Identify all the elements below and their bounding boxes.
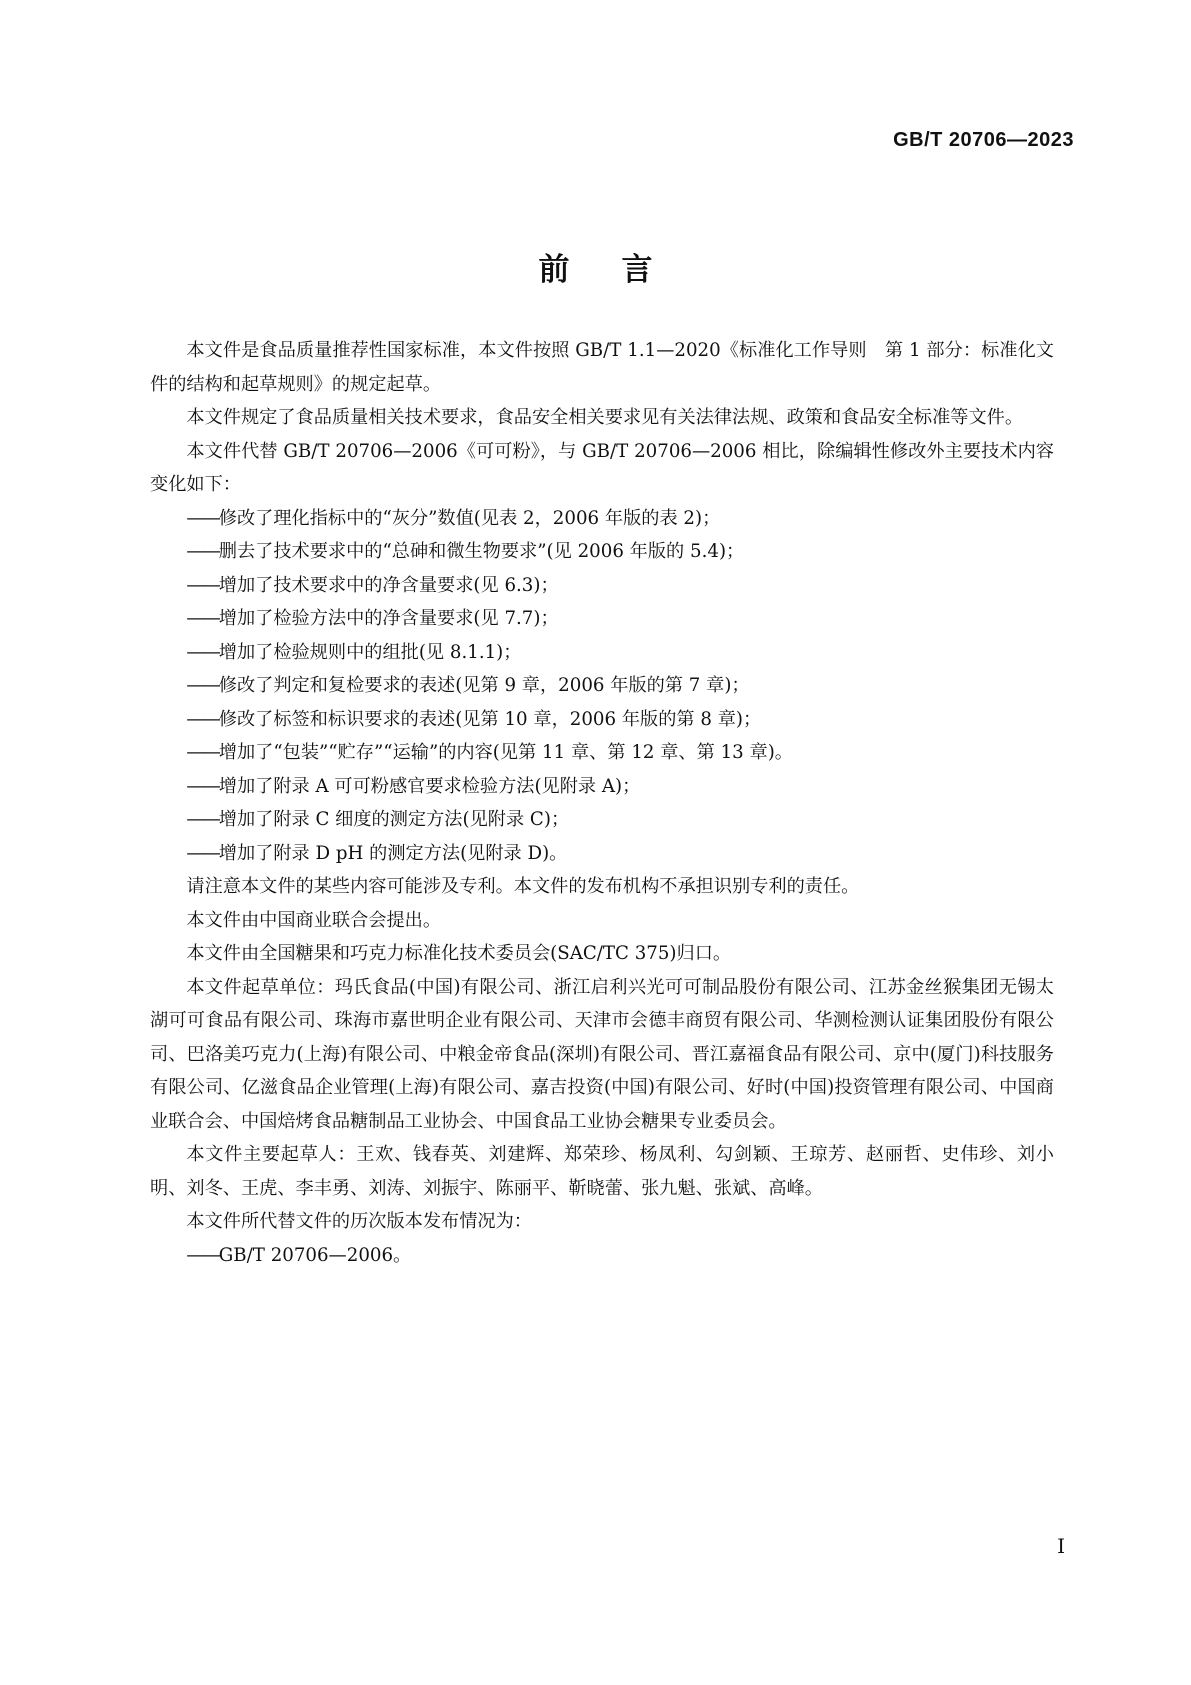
list-item: —— 增加了检验方法中的净含量要求(见 7.7)； <box>150 602 1054 636</box>
paragraph-replacement: 本文件代替 GB/T 20706—2006《可可粉》，与 GB/T 20706—2006 相比，除编辑性修改外主要技术内容变化如下： <box>150 440 1054 495</box>
paragraph-proposed-by: 本文件由中国商业联合会提出。 <box>186 909 442 931</box>
paragraph-drafting-organizations: 本文件起草单位：玛氏食品(中国)有限公司、浙江启利兴光可可制品股份有限公司、江苏金丝猴集团无锡太湖可可食品有限公司、珠海市嘉世明企业有限公司、天津市会德丰商贸有限公司、华测检测认证集团股份有限公司、巴洛美巧克力(上海)有限公司、中粮金帝食品(深圳)有限公司、晋江嘉福食品有限公司、京中(厦门)科技服务有限公司、亿滋食品企业管理(上海)有限公司、嘉吉投资(中国)有限公司、好时(中国)投资管理有限公司、中国商业联合会、中国焙烤食品糖制品工业协会、中国食品工业协会糖果专业委员会。 <box>150 976 1054 1132</box>
list-item: —— 增加了检验规则中的组批(见 8.1.1)； <box>150 636 1054 670</box>
list-item: —— 删去了技术要求中的“总砷和微生物要求”(见 2006 年版的 5.4)； <box>150 535 1054 569</box>
page-title: 前言 <box>538 252 705 288</box>
paragraph-drafters: 本文件主要起草人：王欢、钱春英、刘建辉、郑荣珍、杨凤利、勾剑颖、王琼芳、赵丽哲、史伟珍、刘小明、刘冬、王虎、李丰勇、刘涛、刘振宇、陈丽平、靳晓蕾、张九魁、张斌、高峰。 <box>150 1144 1054 1199</box>
paragraph-scope: 本文件规定了食品质量相关技术要求，食品安全相关要求见有关法律法规、政策和食品安全标准等文件。 <box>186 407 1024 428</box>
foreword-body <box>150 334 1054 1272</box>
list-item: —— 增加了附录 C 细度的测定方法(见附录 C)； <box>150 803 1054 837</box>
list-item: —— 修改了理化指标中的“灰分”数值(见表 2，2006 年版的表 2)； <box>150 502 1054 536</box>
changes-list <box>150 502 1054 871</box>
page-number: I <box>1057 1534 1065 1558</box>
paragraph-patent-notice: 请注意本文件的某些内容可能涉及专利。本文件的发布机构不承担识别专利的责任。 <box>186 876 860 897</box>
paragraph-history-intro: 本文件所代替文件的历次版本发布情况为： <box>186 1211 532 1232</box>
paragraph-technical-committee: 本文件由全国糖果和巧克力标准化技术委员会(SAC/TC 375)归口。 <box>186 943 732 964</box>
list-item: —— 增加了技术要求中的净含量要求(见 6.3)； <box>150 569 1054 603</box>
history-list <box>150 1239 1054 1273</box>
list-item: —— 修改了标签和标识要求的表述(见第 10 章，2006 年版的第 8 章)； <box>150 703 1054 737</box>
list-item: —— 增加了附录 D pH 的测定方法(见附录 D)。 <box>150 837 1054 871</box>
list-item: —— 增加了“包装”“贮存”“运输”的内容(见第 11 章、第 12 章、第 13 章)。 <box>150 736 1054 770</box>
paragraph-drafting-rules: 本文件是食品质量推荐性国家标准，本文件按照 GB/T 1.1—2020《标准化工作导则 第 1 部分：标准化文件的结构和起草规则》的规定起草。 <box>150 340 1054 395</box>
list-item: —— GB/T 20706—2006。 <box>150 1239 1054 1273</box>
list-item: —— 增加了附录 A 可可粉感官要求检验方法(见附录 A)； <box>150 770 1054 804</box>
list-item: —— 修改了判定和复检要求的表述(见第 9 章，2006 年版的第 7 章)； <box>150 669 1054 703</box>
standard-number: GB/T 20706—2023 <box>893 129 1074 151</box>
